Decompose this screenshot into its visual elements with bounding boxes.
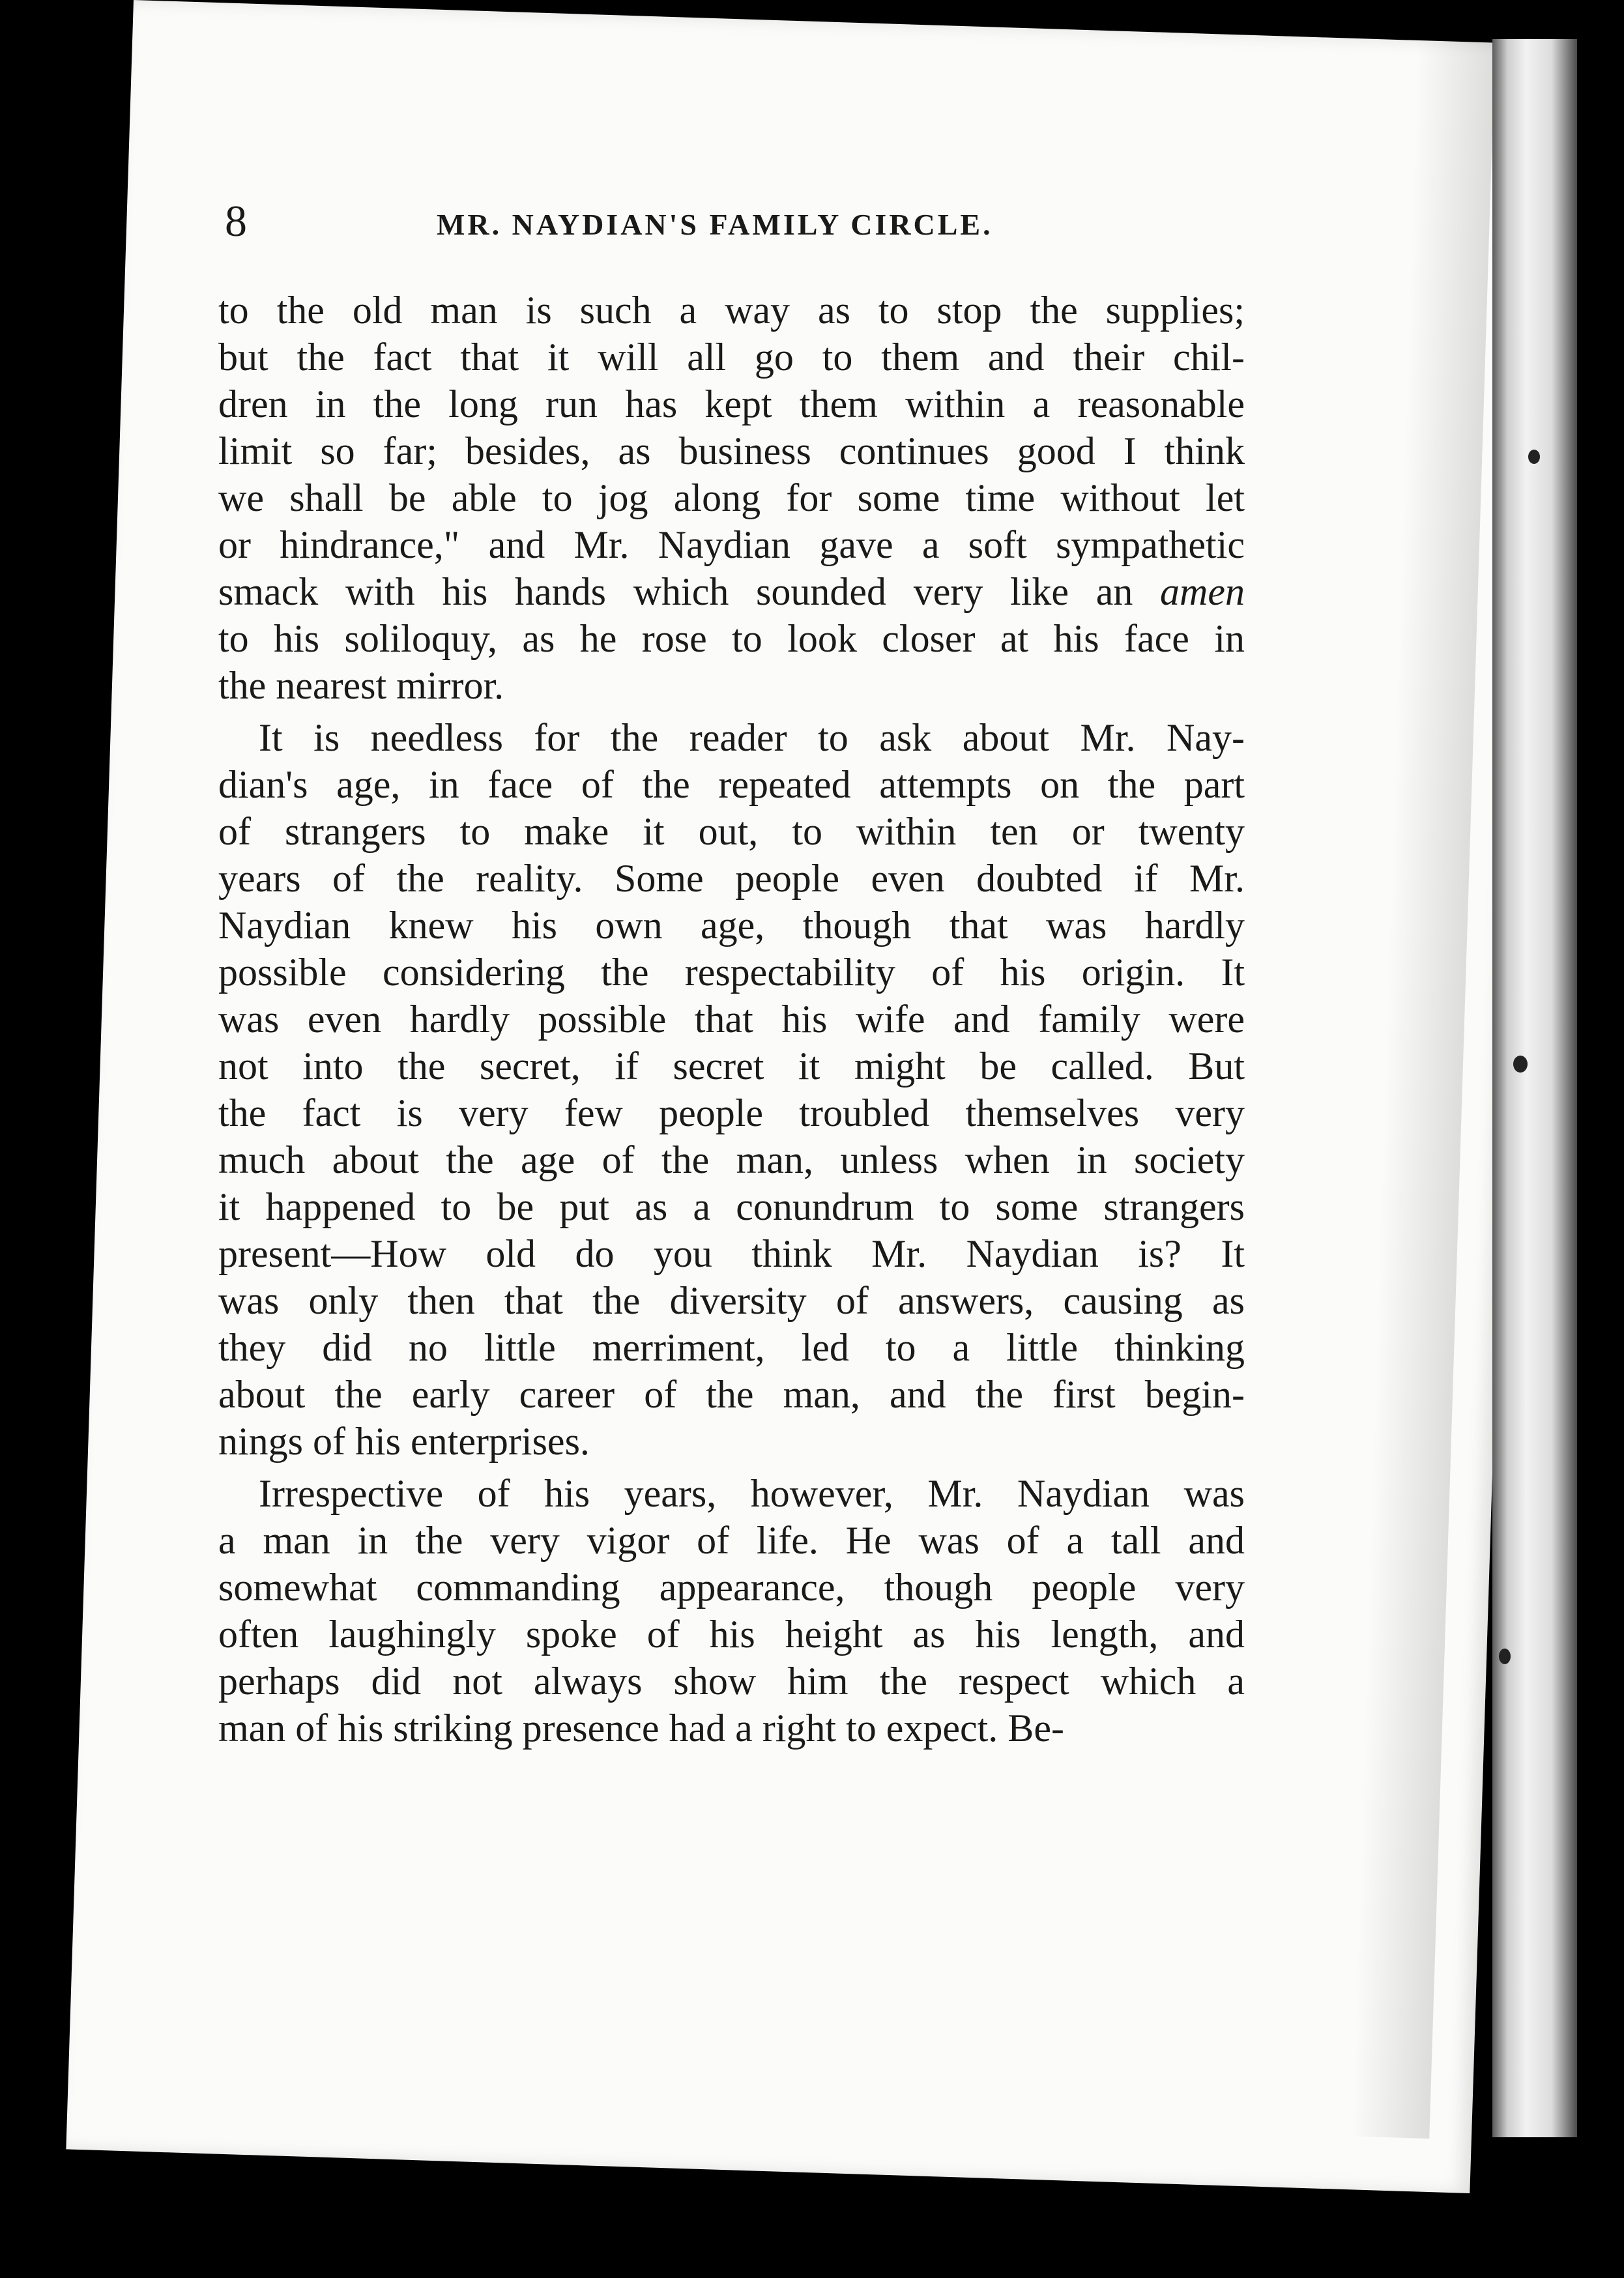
text-line: perhaps did not always show him the respect which a [218,1660,1245,1703]
text-line: possible considering the respectability of his origin. It [218,951,1245,994]
text-line: about the early career of the man, and the first begin- [218,1373,1245,1416]
text-line: a man in the very vigor of life. He was of a tall and [218,1519,1245,1562]
text-line: nings of his enterprises. [218,1420,590,1463]
paragraph [218,287,1245,709]
text-line: we shall be able to jog along for some time without let [218,476,1245,519]
text-line: but the fact that it will all go to them and their chil- [218,336,1245,379]
running-head: MR. NAYDIAN'S FAMILY CIRCLE. [437,208,993,241]
text-line: the fact is very few people troubled themselves very [218,1091,1245,1134]
text-line: much about the age of the man, unless when in society [218,1138,1245,1181]
text-line: Irrespective of his years, however, Mr. Naydian was [259,1472,1245,1515]
text-line: dren in the long run has kept them within a reasonable [218,382,1245,425]
text-line: not into the secret, if secret it might be called. But [218,1045,1245,1088]
text-line: or hindrance," and Mr. Naydian gave a soft sympathetic [218,523,1245,566]
scan-speck [1528,450,1540,464]
text-line: of strangers to make it out, to within ten or twenty [218,810,1245,853]
text-line: limit so far; besides, as business continues good I think [218,429,1245,472]
text-line: somewhat commanding appearance, though people very [218,1566,1245,1609]
text-line: smack with his hands which sounded very like an amen [218,570,1245,613]
paragraph [218,1470,1245,1752]
text-line: present—How old do you think Mr. Naydian is? It [218,1232,1245,1275]
text-line: they did no little merriment, led to a little thinking [218,1326,1245,1369]
text-line: was only then that the diversity of answers, causing as [218,1279,1245,1322]
scan-speck [1513,1056,1528,1073]
text-line: was even hardly possible that his wife and family were [218,998,1245,1041]
paragraph [218,714,1245,1465]
text-line: to the old man is such a way as to stop the supplies; [218,289,1245,332]
text-line: years of the reality. Some people even doubted if Mr. [218,857,1245,900]
page-edge [1492,39,1577,2137]
text-line: to his soliloquy, as he rose to look closer at his face in [218,617,1245,660]
text-line: Naydian knew his own age, though that was hardly [218,904,1245,947]
text-line: dian's age, in face of the repeated attempts on the part [218,763,1245,806]
scan-speck [1499,1649,1511,1664]
page-number: 8 [225,196,247,246]
text-line: often laughingly spoke of his height as his length, and [218,1613,1245,1656]
text-line: man of his striking presence had a right to expect. Be- [218,1707,1064,1750]
text-line: it happened to be put as a conundrum to some strangers [218,1185,1245,1228]
text-line: the nearest mirror. [218,664,504,707]
text-line: It is needless for the reader to ask about Mr. Nay- [259,716,1245,759]
body-text [218,287,1245,1757]
page-header [225,195,1137,274]
